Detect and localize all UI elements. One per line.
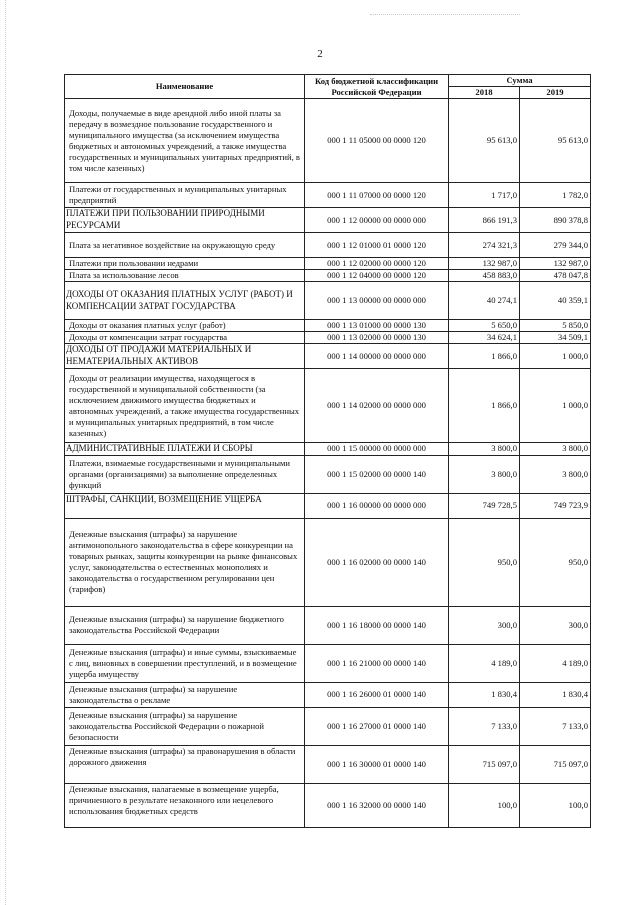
row-sum-2018: 1 866,0	[449, 344, 520, 369]
table-row	[65, 455, 591, 493]
row-sum-2018: 100,0	[449, 783, 520, 827]
row-sum-2019: 1 830,4	[520, 682, 591, 707]
header-name: Наименование	[65, 75, 305, 99]
row-sum-2018: 274 321,3	[449, 233, 520, 258]
page-number: 2	[317, 48, 323, 60]
row-sum-2019: 890 378,8	[520, 208, 591, 233]
row-sum-2018: 715 097,0	[449, 745, 520, 783]
row-code: 000 1 16 00000 00 0000 000	[305, 493, 449, 518]
scan-top-mark	[370, 14, 520, 16]
row-sum-2018: 34 624,1	[449, 332, 520, 344]
header-year-2019: 2019	[520, 87, 591, 99]
table-row	[65, 258, 591, 270]
row-sum-2018: 3 800,0	[449, 443, 520, 456]
table-row	[65, 233, 591, 258]
row-name: ШТРАФЫ, САНКЦИИ, ВОЗМЕЩЕНИЕ УЩЕРБА	[65, 493, 305, 518]
row-code: 000 1 16 02000 00 0000 140	[305, 518, 449, 606]
row-name: Денежные взыскания (штрафы) за нарушение законодательства о рекламе	[65, 682, 305, 707]
row-sum-2018: 866 191,3	[449, 208, 520, 233]
row-name: Платежи от государственных и муниципальных унитарных предприятий	[65, 183, 305, 208]
row-name: ДОХОДЫ ОТ ОКАЗАНИЯ ПЛАТНЫХ УСЛУГ (РАБОТ) И КОМПЕНСАЦИИ ЗАТРАТ ГОСУДАРСТВА	[65, 282, 305, 320]
row-name: Денежные взыскания, налагаемые в возмещение ущерба, причиненного в результате незаконного или нецелевого использования бюджетных средств	[65, 783, 305, 827]
row-sum-2018: 3 800,0	[449, 455, 520, 493]
row-name: Денежные взыскания (штрафы) за нарушение антимонопольного законодательства в сфере конкуренции на товарных рынках, защиты конкуренции на рынке финансовых услуг, законодательства о естественных монополиях и законодательства о государственном регулировании цен (тарифов)	[65, 518, 305, 606]
row-code: 000 1 11 05000 00 0000 120	[305, 99, 449, 183]
row-sum-2018: 749 728,5	[449, 493, 520, 518]
row-sum-2019: 478 047,8	[520, 270, 591, 282]
row-sum-2018: 1 717,0	[449, 183, 520, 208]
row-name: Денежные взыскания (штрафы) за нарушение законодательства Российской Федерации о пожарной безопасности	[65, 707, 305, 745]
row-sum-2019: 4 189,0	[520, 644, 591, 682]
row-name: Плата за негативное воздействие на окружающую среду	[65, 233, 305, 258]
header-sum: Сумма	[449, 75, 591, 87]
row-code: 000 1 16 32000 00 0000 140	[305, 783, 449, 827]
row-sum-2018: 40 274,1	[449, 282, 520, 320]
table-row	[65, 332, 591, 344]
row-name: Платежи, взимаемые государственными и муниципальными органами (организациями) за выполнение определенных функций	[65, 455, 305, 493]
row-sum-2019: 279 344,0	[520, 233, 591, 258]
row-sum-2018: 4 189,0	[449, 644, 520, 682]
table-row	[65, 518, 591, 606]
table-row	[65, 208, 591, 233]
row-code: 000 1 16 26000 01 0000 140	[305, 682, 449, 707]
row-sum-2019: 132 987,0	[520, 258, 591, 270]
row-name: ДОХОДЫ ОТ ПРОДАЖИ МАТЕРИАЛЬНЫХ И НЕМАТЕРИАЛЬНЫХ АКТИВОВ	[65, 344, 305, 369]
row-sum-2018: 300,0	[449, 606, 520, 644]
table-row	[65, 369, 591, 443]
row-code: 000 1 14 02000 00 0000 000	[305, 369, 449, 443]
table-row	[65, 682, 591, 707]
table-row	[65, 443, 591, 456]
row-name: Доходы от компенсации затрат государства	[65, 332, 305, 344]
row-code: 000 1 16 21000 00 0000 140	[305, 644, 449, 682]
table-row	[65, 707, 591, 745]
row-code: 000 1 16 18000 00 0000 140	[305, 606, 449, 644]
row-code: 000 1 11 07000 00 0000 120	[305, 183, 449, 208]
row-code: 000 1 13 00000 00 0000 000	[305, 282, 449, 320]
row-sum-2019: 7 133,0	[520, 707, 591, 745]
row-sum-2018: 1 866,0	[449, 369, 520, 443]
row-sum-2019: 749 723,9	[520, 493, 591, 518]
budget-table	[64, 74, 591, 828]
row-code: 000 1 12 02000 00 0000 120	[305, 258, 449, 270]
scan-margin-line	[5, 0, 7, 905]
header-code: Код бюджетной классификации Российской Федерации	[305, 75, 449, 99]
row-sum-2019: 100,0	[520, 783, 591, 827]
row-sum-2019: 1 782,0	[520, 183, 591, 208]
table-row	[65, 783, 591, 827]
row-code: 000 1 12 01000 01 0000 120	[305, 233, 449, 258]
row-code: 000 1 12 00000 00 0000 000	[305, 208, 449, 233]
row-sum-2019: 300,0	[520, 606, 591, 644]
row-sum-2019: 715 097,0	[520, 745, 591, 783]
row-code: 000 1 16 30000 01 0000 140	[305, 745, 449, 783]
row-name: Денежные взыскания (штрафы) за правонарушения в области дорожного движения	[65, 745, 305, 783]
row-name: Денежные взыскания (штрафы) и иные суммы, взыскиваемые с лиц, виновных в совершении преступлений, и в возмещение ущерба имуществу	[65, 644, 305, 682]
row-name: АДМИНИСТРАТИВНЫЕ ПЛАТЕЖИ И СБОРЫ	[65, 443, 305, 456]
row-name: Платежи при пользовании недрами	[65, 258, 305, 270]
row-name: ПЛАТЕЖИ ПРИ ПОЛЬЗОВАНИИ ПРИРОДНЫМИ РЕСУРСАМИ	[65, 208, 305, 233]
row-code: 000 1 12 04000 00 0000 120	[305, 270, 449, 282]
row-name: Доходы от реализации имущества, находящегося в государственной и муниципальной собственности (за исключением движимого имущества бюджетных и автономных учреждений, а также имущества государственных и муниципальных унитарных предприятий, в том числе казенных)	[65, 369, 305, 443]
row-sum-2018: 132 987,0	[449, 258, 520, 270]
row-code: 000 1 14 00000 00 0000 000	[305, 344, 449, 369]
row-name: Плата за использование лесов	[65, 270, 305, 282]
row-sum-2019: 5 850,0	[520, 320, 591, 332]
header-year-2018: 2018	[449, 87, 520, 99]
row-sum-2019: 3 800,0	[520, 443, 591, 456]
row-sum-2019: 950,0	[520, 518, 591, 606]
row-name: Доходы от оказания платных услуг (работ)	[65, 320, 305, 332]
table-row	[65, 493, 591, 518]
table-row	[65, 270, 591, 282]
row-sum-2018: 7 133,0	[449, 707, 520, 745]
table-row	[65, 320, 591, 332]
table-row	[65, 183, 591, 208]
row-name: Денежные взыскания (штрафы) за нарушение бюджетного законодательства Российской Федерации	[65, 606, 305, 644]
table-row	[65, 745, 591, 783]
table-row	[65, 644, 591, 682]
row-code: 000 1 13 01000 00 0000 130	[305, 320, 449, 332]
table-row	[65, 606, 591, 644]
table-body	[65, 99, 591, 828]
table-row	[65, 99, 591, 183]
row-sum-2019: 95 613,0	[520, 99, 591, 183]
table-row	[65, 282, 591, 320]
row-sum-2019: 40 359,1	[520, 282, 591, 320]
row-name: Доходы, получаемые в виде арендной либо иной платы за передачу в возмездное пользование государственного и муниципального имущества (за исключением имущества бюджетных и автономных учреждений, а также имущества государственных и муниципальных унитарных предприятий, в том числе казенных)	[65, 99, 305, 183]
row-sum-2019: 1 000,0	[520, 369, 591, 443]
row-code: 000 1 15 00000 00 0000 000	[305, 443, 449, 456]
row-code: 000 1 16 27000 01 0000 140	[305, 707, 449, 745]
row-sum-2019: 34 509,1	[520, 332, 591, 344]
row-sum-2019: 3 800,0	[520, 455, 591, 493]
table-row	[65, 344, 591, 369]
row-sum-2018: 5 650,0	[449, 320, 520, 332]
row-code: 000 1 13 02000 00 0000 130	[305, 332, 449, 344]
row-sum-2019: 1 000,0	[520, 344, 591, 369]
row-sum-2018: 458 883,0	[449, 270, 520, 282]
row-sum-2018: 95 613,0	[449, 99, 520, 183]
row-sum-2018: 950,0	[449, 518, 520, 606]
row-sum-2018: 1 830,4	[449, 682, 520, 707]
row-code: 000 1 15 02000 00 0000 140	[305, 455, 449, 493]
